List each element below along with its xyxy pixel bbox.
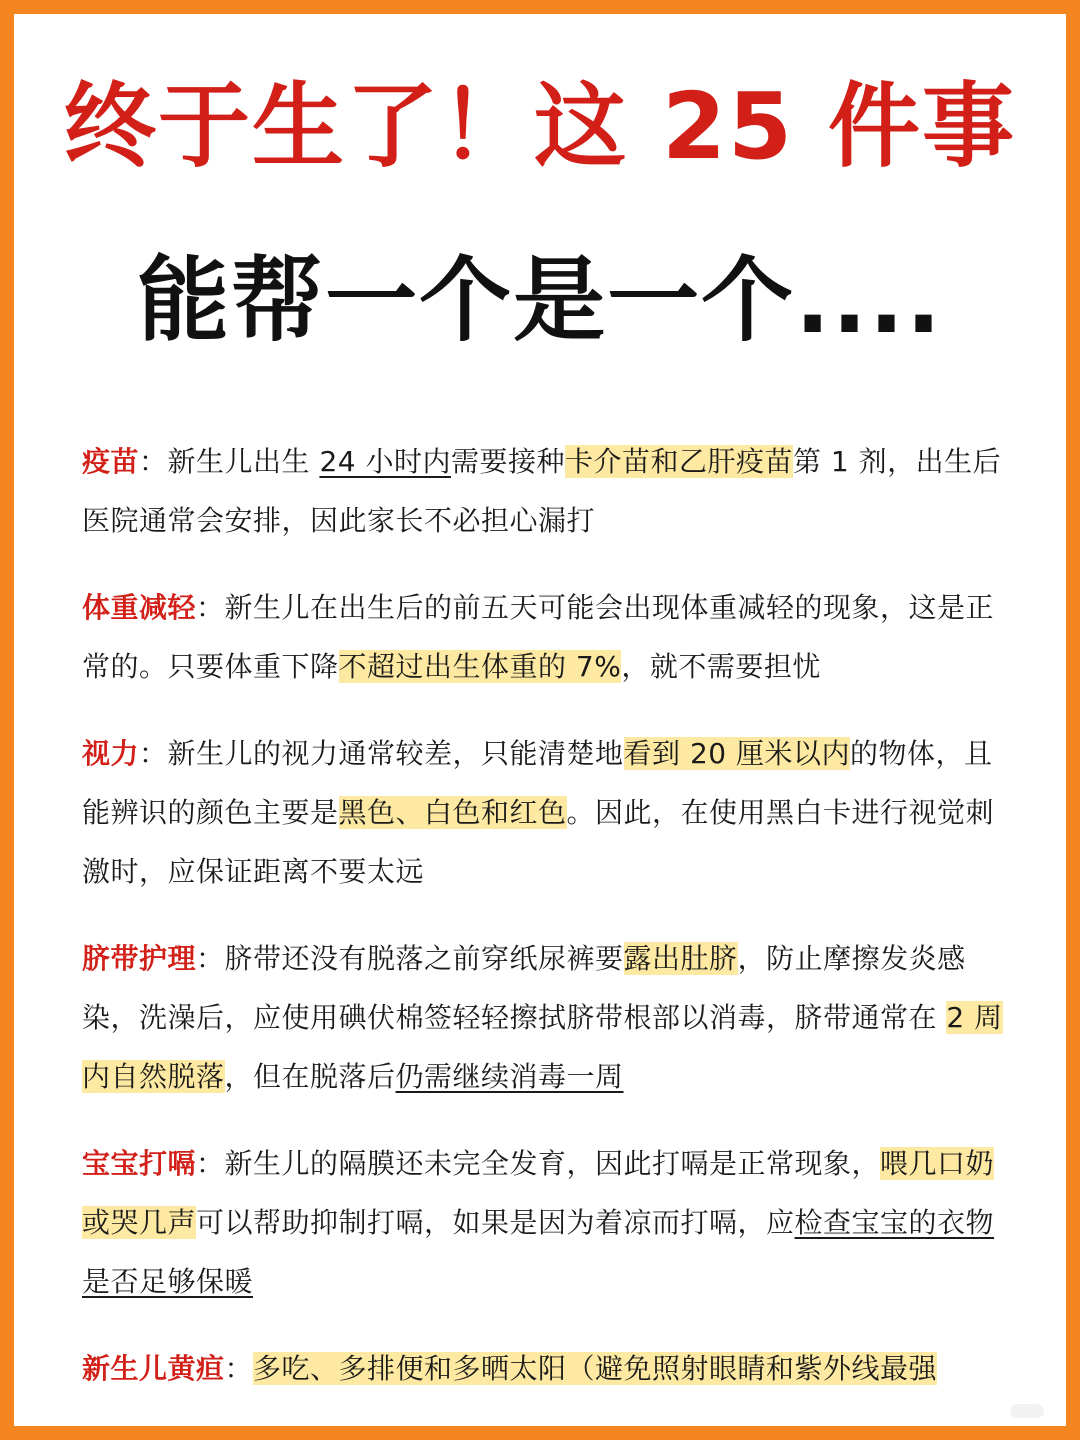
section-label: 宝宝打嗝 <box>82 1147 197 1180</box>
highlighted-text: 多吃、多排便和多晒太阳（避免照射眼睛和紫外线最强 <box>253 1352 938 1385</box>
article-card <box>14 14 1066 1426</box>
section-hiccups <box>82 1134 1004 1311</box>
text: 脐带还没有脱落之前穿纸尿裤要 <box>224 942 624 975</box>
text: 新生儿在出生后的前五天可能会出现体重减轻的现象，这是正常的。只要体重下降 <box>82 591 995 683</box>
colon: ： <box>139 445 168 478</box>
section-jaundice <box>82 1339 1004 1398</box>
text: 新生儿的视力通常较差，只能清楚地 <box>167 737 624 770</box>
title-line-1: 终于生了！这 25 件事 <box>63 73 1017 180</box>
section-vision <box>82 724 1004 901</box>
section-weight-loss <box>82 578 1004 696</box>
text: ，就不需要担忧 <box>621 650 821 683</box>
article-body <box>82 432 1004 1426</box>
text: ，防止摩擦发炎感染，洗澡后，应使用碘伏棉签轻轻擦拭脐带根部以消毒，脐带通常在 <box>82 942 966 1034</box>
section-label: 体重减轻 <box>82 591 197 624</box>
text: 新生儿出生 <box>167 445 320 478</box>
section-label: 疫苗 <box>82 445 140 478</box>
text: 。因此，在使用黑白卡进行视觉刺激时，应保证距离不要太远 <box>82 796 995 888</box>
colon: ： <box>196 1147 225 1180</box>
highlighted-text: 黑色、白色和红色 <box>338 796 567 829</box>
text: 需要接种 <box>450 445 565 478</box>
colon: ： <box>224 1352 254 1385</box>
highlighted-text: 不超过出生体重的 7% <box>338 650 622 683</box>
text: 可以帮助抑制打嗝，如果是因为着凉而打嗝，应 <box>196 1206 795 1239</box>
highlighted-text: 露出肚脐 <box>623 942 738 975</box>
section-vaccine <box>82 432 1004 550</box>
colon: ： <box>139 737 168 770</box>
watermark-mark <box>1010 1404 1044 1418</box>
title-line-2: 能帮一个是一个.... <box>137 247 943 354</box>
text: 新生儿的隔膜还未完全发育，因此打嗝是正常现象， <box>224 1147 881 1180</box>
underlined-text: 仍需继续消毒一周 <box>395 1060 624 1093</box>
colon: ： <box>196 942 225 975</box>
section-umbilical-care <box>82 929 1004 1106</box>
highlighted-text: 卡介苗和乙肝疫苗 <box>564 445 793 478</box>
section-label: 脐带护理 <box>82 942 197 975</box>
underlined-text: 检查宝宝的衣物是否足够保暖 <box>82 1206 995 1298</box>
section-label: 新生儿黄疸 <box>82 1352 225 1385</box>
colon: ： <box>196 591 225 624</box>
text: 第 1 剂，出生后医院通常会安排，因此家长不必担心漏打 <box>82 445 1002 537</box>
highlighted-text: 喂几口奶或哭几声 <box>82 1147 995 1239</box>
text: ，但在脱落后 <box>224 1060 396 1093</box>
text: 的物体，且能辨识的颜色主要是 <box>82 737 993 829</box>
highlighted-text: 看到 20 厘米以内 <box>623 737 850 770</box>
underlined-text: 24 小时内 <box>319 445 451 478</box>
section-label: 视力 <box>82 737 140 770</box>
highlighted-text: 2 周内自然脱落 <box>82 1001 1003 1093</box>
